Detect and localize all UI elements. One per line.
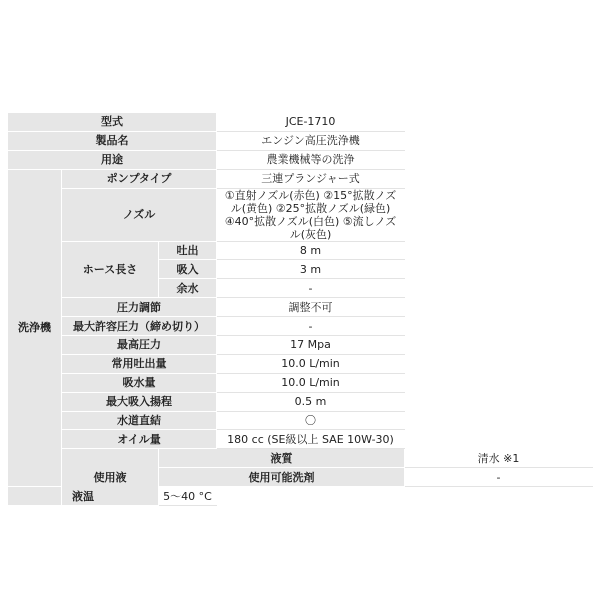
row-label: 使用可能洗剤 (159, 468, 405, 487)
row-value: 〇 (217, 411, 405, 430)
row-label: 最大吸入揚程 (62, 392, 217, 411)
row-label: 最大許容圧力（締め切り） (62, 317, 217, 336)
row-max-lift (8, 392, 593, 411)
row-value: 調整不可 (217, 298, 405, 317)
row-label: 製品名 (8, 131, 217, 150)
row-label: 吸水量 (62, 373, 217, 392)
group-label-liquid: 使用液 (62, 449, 159, 506)
row-max-pressure (8, 336, 593, 355)
row-label: 水道直結 (62, 411, 217, 430)
row-value: 清水 ※1 (405, 449, 593, 468)
row-value: 10.0 L/min (217, 373, 405, 392)
row-value: - (405, 468, 593, 487)
row-nozzle (8, 188, 593, 241)
row-discharge-rate (8, 354, 593, 373)
row-sublabel: 余水 (159, 279, 217, 298)
row-value: 農業機械等の洗浄 (217, 150, 405, 169)
row-label: 液温 (8, 487, 159, 506)
row-value: 0.5 m (217, 392, 405, 411)
row-intake (8, 373, 593, 392)
row-label: 圧力調節 (62, 298, 217, 317)
row-sublabel: 吐出 (159, 241, 217, 260)
row-value: JCE-1710 (217, 113, 405, 132)
row-hose-discharge (8, 241, 593, 260)
row-max-allow (8, 317, 593, 336)
row-value: 8 m (217, 241, 405, 260)
row-model (8, 113, 593, 132)
hose-label: ホース長さ (62, 241, 159, 298)
row-value: 10.0 L/min (217, 354, 405, 373)
row-quality (8, 449, 593, 468)
row-pump-type (8, 169, 593, 188)
group-label-washer: 洗浄機 (8, 169, 62, 486)
row-water-supply (8, 411, 593, 430)
row-label: ポンプタイプ (62, 169, 217, 188)
row-value: - (217, 279, 405, 298)
row-sublabel: 吸入 (159, 260, 217, 279)
spec-table (7, 112, 593, 506)
row-pressure-adjust (8, 298, 593, 317)
row-oil (8, 430, 593, 449)
row-value: 17 Mpa (217, 336, 405, 355)
nozzle-text: ①直射ノズル(赤色) ②15°拡散ノズル(黄色) ②25°拡散ノズル(緑色) ④40°拡散ノズル(白色) ⑤流しノズル(灰色) (224, 188, 397, 241)
row-value (217, 188, 405, 241)
row-label: 用途 (8, 150, 217, 169)
row-value: 5～40 °C (159, 487, 217, 506)
row-label: 常用吐出量 (62, 354, 217, 373)
row-value: 三連プランジャー式 (217, 169, 405, 188)
row-label: 最高圧力 (62, 336, 217, 355)
row-product-name (8, 131, 593, 150)
row-use (8, 150, 593, 169)
row-label: ノズル (62, 188, 217, 241)
row-value: 3 m (217, 260, 405, 279)
row-value: 180 cc (SE級以上 SAE 10W-30) (217, 430, 405, 449)
row-value: - (217, 317, 405, 336)
row-temp (8, 487, 593, 506)
row-label: 液質 (159, 449, 405, 468)
row-label: 型式 (8, 113, 217, 132)
row-label: オイル量 (62, 430, 217, 449)
row-value: エンジン高圧洗浄機 (217, 131, 405, 150)
